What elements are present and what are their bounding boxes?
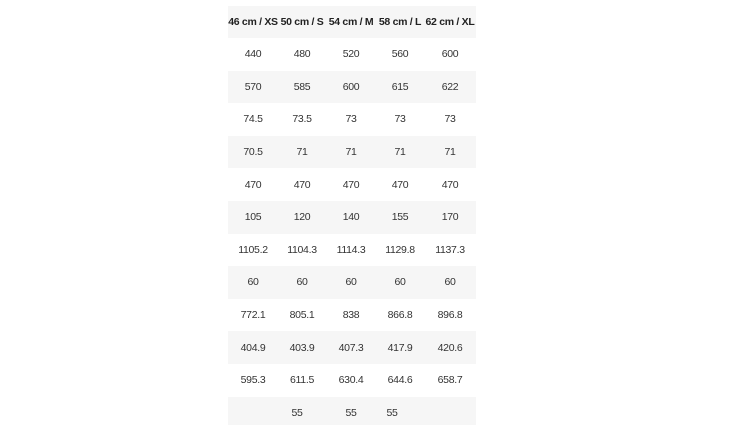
table-cell: 611.5 [278, 364, 326, 397]
table-row [228, 71, 476, 104]
table-cell: 805.1 [278, 299, 326, 332]
table-cell: 896.8 [424, 299, 476, 332]
table-cell: 71 [278, 136, 326, 169]
table-cell: 470 [228, 168, 278, 201]
table-body [228, 38, 476, 425]
table-cell: 480 [278, 38, 326, 71]
table-cell: 470 [376, 168, 424, 201]
table-cell: 55 [228, 397, 326, 425]
header-size-xs: 46 cm / XS [228, 6, 278, 38]
table-cell: 622 [424, 71, 476, 104]
table-row [228, 103, 476, 136]
table-cell: 60 [424, 266, 476, 299]
table-cell: 595.3 [228, 364, 278, 397]
table-row [228, 397, 476, 425]
table-row [228, 38, 476, 71]
table-cell: 658.7 [424, 364, 476, 397]
header-row [228, 6, 476, 38]
header-size-l: 58 cm / L [376, 6, 424, 38]
table-cell: 440 [228, 38, 278, 71]
table-cell: 155 [376, 201, 424, 234]
table-cell: 73 [326, 103, 376, 136]
table-cell: 73.5 [278, 103, 326, 136]
table-cell: 470 [326, 168, 376, 201]
table-cell: 70.5 [228, 136, 278, 169]
table-cell: 71 [424, 136, 476, 169]
table-cell: 71 [326, 136, 376, 169]
table-cell: 470 [278, 168, 326, 201]
table-cell: 585 [278, 71, 326, 104]
table-cell: 520 [326, 38, 376, 71]
table-row [228, 266, 476, 299]
bike-geometry-size-table [228, 6, 476, 425]
table-row [228, 364, 476, 397]
header-size-m: 54 cm / M [326, 6, 376, 38]
table-row [228, 136, 476, 169]
table-row [228, 168, 476, 201]
table-cell: 404.9 [228, 331, 278, 364]
table-cell: 644.6 [376, 364, 424, 397]
table-cell: 60 [326, 266, 376, 299]
table-cell: 1104.3 [278, 234, 326, 267]
header-size-xl: 62 cm / XL [424, 6, 476, 38]
table-cell: 570 [228, 71, 278, 104]
table-cell: 600 [326, 71, 376, 104]
table-cell: 74.5 [228, 103, 278, 136]
table-cell: 560 [376, 38, 424, 71]
table-cell: 60 [278, 266, 326, 299]
table-cell: 838 [326, 299, 376, 332]
table-cell: 615 [376, 71, 424, 104]
table-cell: 630.4 [326, 364, 376, 397]
table-cell: 55 [376, 397, 476, 425]
table-cell: 866.8 [376, 299, 424, 332]
table-row [228, 299, 476, 332]
table-cell: 73 [424, 103, 476, 136]
table-cell: 73 [376, 103, 424, 136]
table-cell: 1129.8 [376, 234, 424, 267]
table-cell: 470 [424, 168, 476, 201]
table-cell: 140 [326, 201, 376, 234]
header-size-s: 50 cm / S [278, 6, 326, 38]
table-cell: 420.6 [424, 331, 476, 364]
table-cell: 71 [376, 136, 424, 169]
table-row [228, 234, 476, 267]
table-cell: 772.1 [228, 299, 278, 332]
table-cell: 60 [228, 266, 278, 299]
table-cell: 1137.3 [424, 234, 476, 267]
table-cell: 417.9 [376, 331, 424, 364]
table-cell: 105 [228, 201, 278, 234]
table-row [228, 201, 476, 234]
table-cell: 407.3 [326, 331, 376, 364]
table-cell: 1114.3 [326, 234, 376, 267]
table-cell: 120 [278, 201, 326, 234]
table-cell: 60 [376, 266, 424, 299]
table-row [228, 331, 476, 364]
table-cell: 170 [424, 201, 476, 234]
table-cell: 55 [326, 397, 376, 425]
table-cell: 403.9 [278, 331, 326, 364]
table-cell: 1105.2 [228, 234, 278, 267]
table-cell: 600 [424, 38, 476, 71]
